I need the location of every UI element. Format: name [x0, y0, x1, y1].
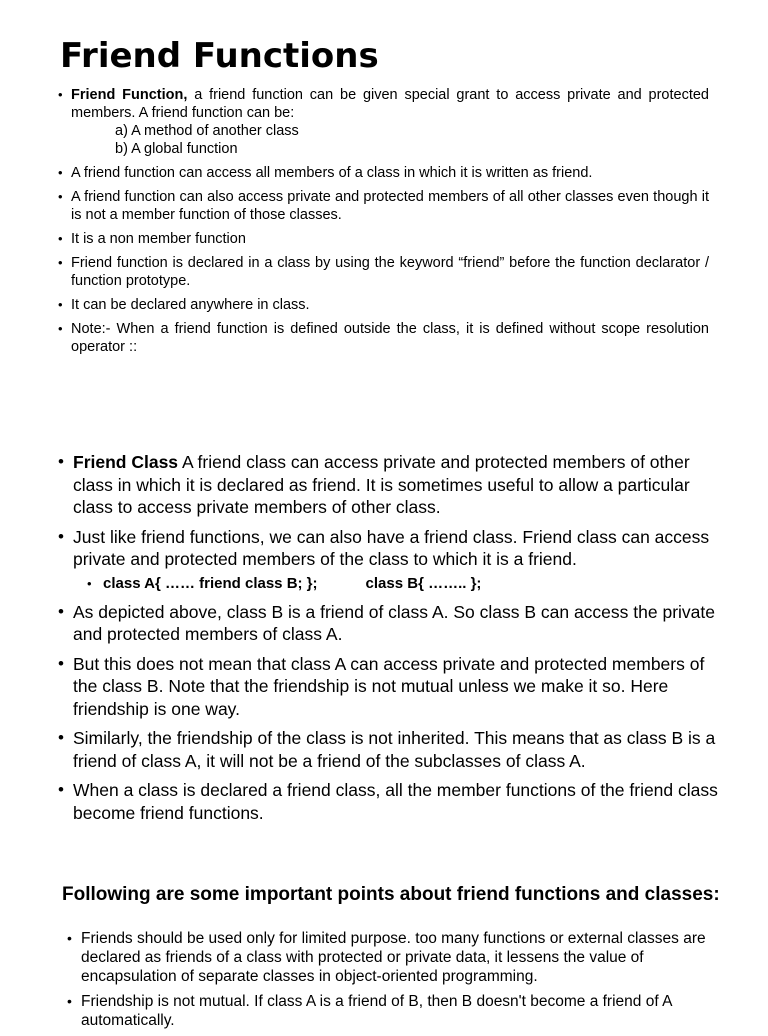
friend-function-list	[58, 86, 709, 362]
list-item	[67, 992, 739, 1030]
sub-item: b) A global function	[115, 141, 238, 157]
code-example	[87, 574, 718, 594]
list-item-text: A friend function can access all members of a class in which it is written as friend.	[71, 165, 593, 181]
list-item-text: It is a non member function	[71, 231, 246, 247]
list-item-text: When a class is declared a friend class, all the member functions of the friend class become friend functions.	[73, 780, 718, 823]
list-item-text: a friend function can be given special grant to access private and protected members. A friend function can be:	[71, 87, 709, 121]
list-item	[58, 779, 718, 824]
list-item	[58, 230, 709, 248]
list-item-text: A friend class can access private and protected members of other class in which it is declared as friend. It is sometimes useful to allow a particular class to access private members of other class.	[73, 452, 690, 517]
list-item-text: A friend function can also access private and protected members of all other classes even though it is not a member function of those classes.	[71, 189, 709, 223]
code-class-b: class B{ …….. };	[365, 574, 482, 592]
list-item	[67, 929, 739, 986]
sub-item: a) A method of another class	[115, 123, 299, 139]
friend-class-list	[58, 451, 718, 831]
code-class-a: class A{ …… friend class B; };	[103, 574, 318, 592]
list-item	[58, 653, 718, 721]
list-item	[58, 254, 709, 290]
list-item-text: Note:- When a friend function is defined outside the class, it is defined without scope resolution operator ::	[71, 321, 709, 355]
list-item	[58, 86, 709, 158]
list-item	[58, 727, 718, 772]
list-item-text: Friendship is not mutual. If class A is a friend of B, then B doesn't become a friend of A automatically.	[81, 993, 672, 1029]
list-item	[58, 296, 709, 314]
important-points-list	[67, 929, 739, 1036]
list-item	[58, 451, 718, 519]
list-item-text: Similarly, the friendship of the class is not inherited. This means that as class B is a friend of class A, it will not be a friend of the subclasses of class A.	[73, 728, 716, 771]
page-title: Friend Functions	[60, 36, 379, 76]
term-friend-class: Friend Class	[73, 452, 179, 472]
list-item-text: It can be declared anywhere in class.	[71, 297, 310, 313]
list-item-text: Friends should be used only for limited purpose. too many functions or external classes are declared as friends of a class with protected or private data, it lessens the value of encapsulation of separate classes in object-oriented programming.	[81, 930, 706, 985]
list-item	[58, 164, 709, 182]
list-item	[58, 188, 709, 224]
list-item	[58, 526, 718, 594]
list-item-text: Just like friend functions, we can also have a friend class. Friend class can access private and protected members of the class to which it is a friend.	[73, 526, 710, 569]
list-item-text: Friend function is declared in a class by using the keyword “friend” before the function declarator / function prototype.	[71, 255, 709, 289]
list-item-text: As depicted above, class B is a friend of class A. So class B can access the private and protected members of class A.	[73, 601, 715, 644]
list-item	[58, 601, 718, 646]
list-item-text: But this does not mean that class A can access private and protected members of the class B. Note that the friendship is not mutual unless we make it so. Here friendship is one way.	[73, 653, 705, 719]
term-friend-function: Friend Function,	[71, 87, 188, 103]
section-heading: Following are some important points about friend functions and classes:	[62, 884, 720, 905]
list-item	[58, 320, 709, 356]
